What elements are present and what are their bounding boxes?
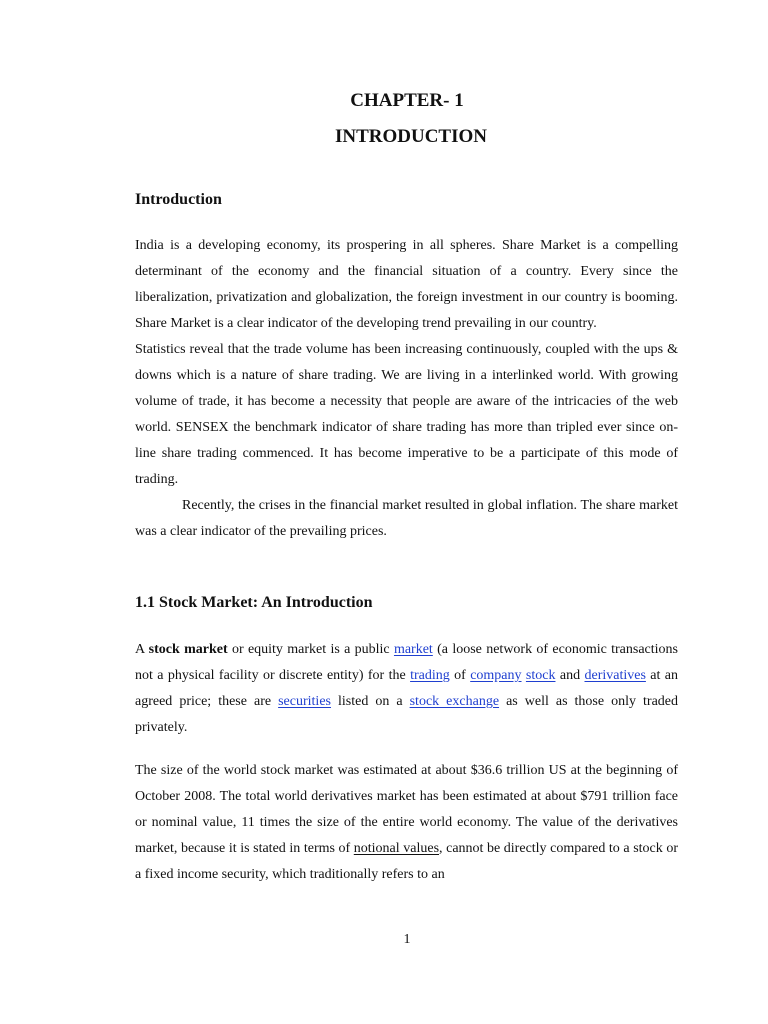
link-stock[interactable]: stock	[525, 668, 556, 683]
introduction-heading: Introduction	[135, 191, 222, 208]
intro-paragraph-1: India is a developing economy, its prospering in all spheres. Share Market is a compelling determinant of the economy and the financial situation of a country. Every since the liberalization, privatization and globalization, the foreign investment in our country is booming. Share Market is a clear indicator of the developing trend prevailing in our country.	[135, 238, 678, 331]
page-number: 1	[403, 932, 411, 947]
text-run: listed on a	[330, 694, 410, 709]
text-run: as well as those only traded privately.	[135, 694, 679, 735]
text-run: A	[135, 642, 149, 657]
chapter-title: INTRODUCTION	[334, 126, 488, 147]
text-run: at an agreed price; these are	[135, 668, 679, 709]
underlined-term-notional-values: notional values	[353, 841, 440, 856]
section-heading: 1.1 Stock Market: An Introduction	[135, 594, 373, 611]
section-paragraph-2	[135, 758, 678, 888]
text-run: (a loose network of economic transactions not a physical facility or discrete entity) for the	[135, 642, 678, 683]
link-trading[interactable]: trading	[410, 668, 450, 683]
text-run: or equity market is a public	[227, 642, 394, 657]
link-securities[interactable]: securities	[278, 694, 331, 709]
text-run: of	[449, 668, 471, 683]
introduction-body	[135, 233, 678, 545]
link-company[interactable]: company	[470, 668, 522, 683]
section-paragraph-1	[135, 637, 678, 741]
chapter-number: CHAPTER- 1	[350, 90, 464, 111]
link-derivatives[interactable]: derivatives	[584, 668, 646, 683]
text-run: The size of the world stock market was estimated at about $36.6 trillion US at the beginning of October 2008. The total world derivatives market has been estimated at about $791 trillion face or nominal value, 11 times the size of the entire world economy. The value of the derivatives market, because it is stated in terms of	[135, 763, 678, 856]
intro-paragraph-3: Recently, the crises in the financial market resulted in global inflation. The share market was a clear indicator of the prevailing prices.	[135, 498, 678, 539]
link-stock-exchange[interactable]: stock exchange	[409, 694, 500, 709]
intro-paragraph-2: Statistics reveal that the trade volume has been increasing continuously, coupled with the ups & downs which is a nature of share trading. We are living in a interlinked world. With growing volume of trade, it has become a necessity that people are aware of the intricacies of the web world. SENSEX the benchmark indicator of share trading has more than tripled ever since on-line share trading commenced. It has become imperative to be a participate of this mode of trading.	[135, 342, 678, 487]
bold-term-stock-market: stock market	[148, 642, 228, 657]
text-run: and	[555, 668, 585, 683]
text-run: , cannot be directly compared to a stock or a fixed income security, which traditionally refers to an	[135, 841, 678, 882]
link-market[interactable]: market	[393, 642, 433, 657]
